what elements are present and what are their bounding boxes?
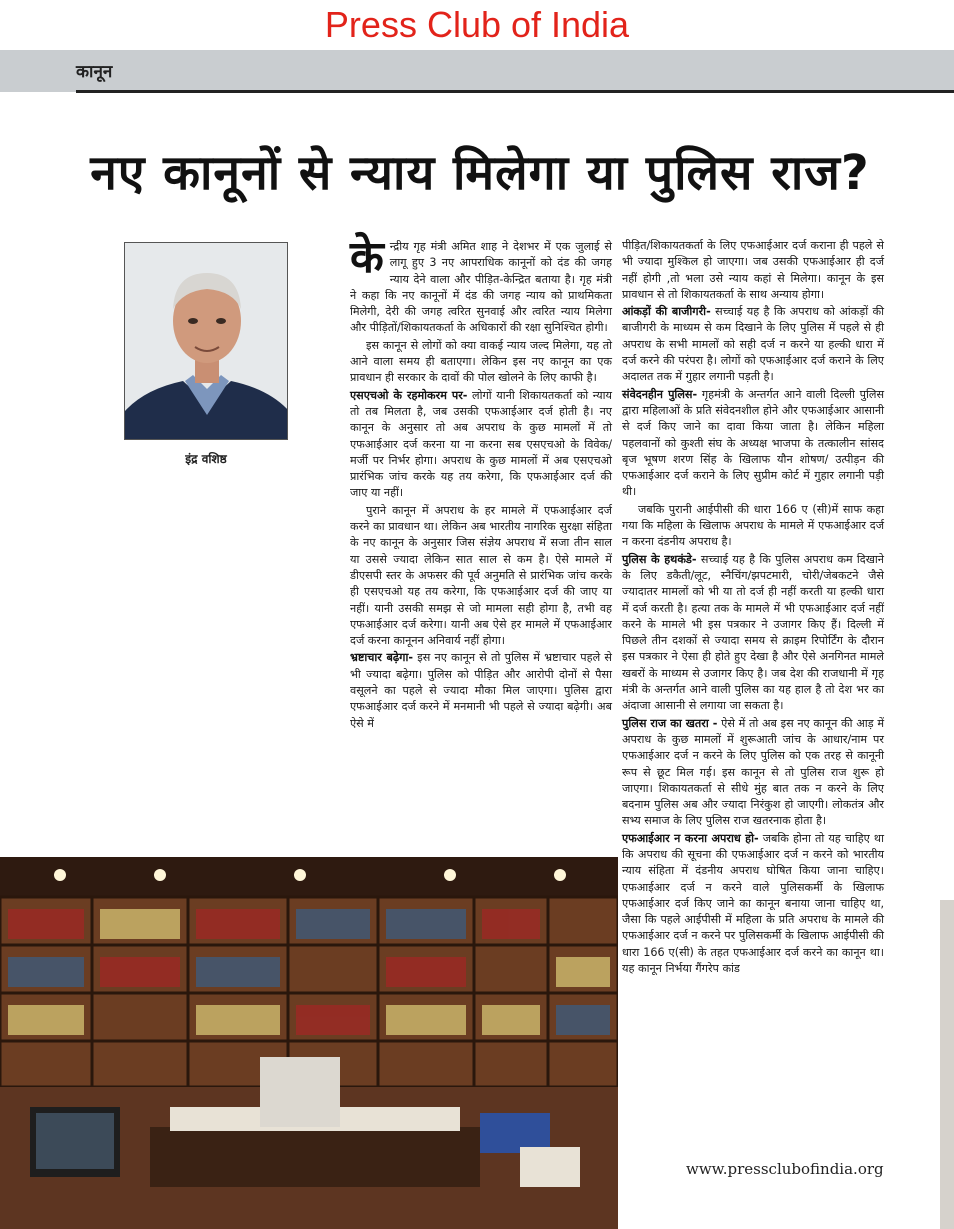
article-paragraph	[622, 304, 884, 385]
paragraph-text: पीड़ित/शिकायतकर्ता के लिए एफआईआर दर्ज कराना ही पहले से भी ज्यादा मुश्किल हो जाएगा। जब उसकी एफआईआर ही दर्ज नहीं होगी ,तो भला उसे न्याय कहां से मिलेगा। कानून के इस प्रावधान से तो शिकायतकर्ता के साथ अन्याय होगा।	[622, 239, 884, 301]
paragraph-text: गृहमंत्री के अन्तर्गत आने वाली दिल्ली पुलिस द्वारा महिलाओं के प्रति संवेदनशील होने और एफआईआर आसानी से दर्ज किए जाने का दावा किया जाता है। लेकिन महिला पहलवानों को कुश्ती संघ के अध्यक्ष भाजपा के तत्कालीन सांसद बृज भूषण शरण सिंह के खिलाफ यौन शोषण/ उत्पीड़न की एफआईआर दर्ज कराने के लिए सुप्रीम कोर्ट में गुहार लगानी पड़ी थी।	[622, 387, 885, 499]
subheading: संवेदनहीन पुलिस-	[622, 387, 698, 401]
paragraph-text: सच्चाई यह है कि अपराध को आंकड़ों की बाजीगरी के माध्यम से कम दिखाने के लिए पुलिस में पहले से ही अपराध के सभी मामलों को सही दर्ज न करने या हल्की धारा में दर्ज करने की परंपरा है। लोगों को एफआईआर दर्ज कराने के लिए अदालत तक में गुहार लगानी पड़ती है।	[622, 305, 884, 384]
subheading: पुलिस के हथकंडे-	[622, 552, 697, 566]
subheading: एफआईआर न करना अपराध हो-	[622, 831, 759, 845]
subheading: पुलिस राज का खतरा -	[622, 716, 718, 730]
article-paragraph	[622, 387, 884, 501]
paragraph-text: इस नए कानून से तो पुलिस में भ्रष्टाचार पहले से भी ज्यादा बढ़ेगा। पुलिस को पीड़ित और आरोपी दोनों से पैसा वसूलने का पहले से ज्यादा मौका मिल जाएगा। पुलिस द्वारा एफआईआर दर्ज करने में मनमानी भी पहले से ज्यादा बढ़ेगी। अब ऐसे में	[350, 651, 612, 730]
paragraph-text: सच्चाई यह है कि पुलिस अपराध कम दिखाने के लिए डकैती/लूट, स्नैचिंग/झपटमारी, चोरी/जेबकटने जैसे ज्यादातर मामलों को भी या तो दर्ज ही नहीं करती या हल्की धारा में दर्ज करती है। हत्या तक के मामले में भी एफआईआर दर्ज नहीं करने के मामले भी इस पत्रकार ने उजागर किए हैं। दिल्ली में पिछले तीन दशकों से ज्यादा समय से क्राइम रिपोर्टिंग के दौरान इस पत्रकार ने ऐसा ही होते हुए देखा है और ऐसे अनगिनत मामले खबरों के माध्यम से उजागर किए है। जब देश की राजधानी में गृह मंत्री के अन्तर्गत आने वाली पुलिस का यह हाल है तो देश भर का अंदाजा आसानी से लगाया जा सकता है।	[622, 552, 885, 713]
article-column-2	[622, 238, 884, 978]
article-paragraph	[350, 338, 612, 387]
subheading: भ्रष्टाचार बढ़ेगा-	[350, 651, 413, 665]
paragraph-text: लोगों यानी शिकायतकर्ता को न्याय तो तब मिलता है, जब उसकी एफआईआर दर्ज होती है। नए कानून के अनुसार तो अब अपराध के कुछ मामलों में तो एफआईआर दर्ज करना या ना करना सब एसएचओ के विवेक/मर्जी पर निर्भर होगा। अपराध के कुछ मामलों में अब एसएचओ प्रारंभिक जांच करके यह तय करेगा, कि एफआईआर दर्ज की जाए या नहीं।	[350, 388, 612, 500]
article-paragraph	[622, 716, 884, 830]
paragraph-text: ऐसे में तो अब इस नए कानून की आड़ में अपराध के कुछ मामलों में शुरूआती जांच के आधार/नाम पर एफआईआर दर्ज न करने के लिए पुलिस को एक तरह से कानूनी रूप से छूट मिल गई। इस कानून से तो पुलिस राज शुरू हो जाएगा। शिकायतकर्ता से सीधे मुंह बात तक न करने के लिए बदनाम पुलिस अब और ज्यादा निरंकुश हो जाएगी। लोकतंत्र और सभ्य समाज के लिए पुलिस राज खतरनाक होता है।	[622, 716, 885, 828]
office-bookshelf-photo-icon	[0, 857, 618, 1229]
paragraph-text: जबकि पुरानी आईपीसी की धारा 166 ए (सी)में साफ कहा गया कि महिला के खिलाफ अपराध के मामले में एफआईआर दर्ज न करना दंडनीय अपराध है।	[622, 502, 884, 549]
subheading: एसएचओ के रहमोकरम पर-	[350, 388, 468, 402]
paragraph-text: जबकि होना तो यह चाहिए था कि अपराध की सूचना की एफआईआर दर्ज न करने को भारतीय न्याय संहिता में दंडनीय अपराध घोषित किया जाना चाहिए। एफआईआर दर्ज न करने वाले पुलिसकर्मी के खिलाफ एफआईआर दर्ज किए जाने का कानून बनाया जाना चाहिए था, जैसा कि पहले आईपीसी में महिला के प्रति अपराध के मामले की एफआईआर दर्ज न करने पर पुलिसकर्मी के खिलाफ आईपीसी की धारा 166 ए(सी) के तहत एफआईआर दर्ज करने का कानून था। यह कानून निर्भया गैंगरेप कांड	[622, 831, 884, 976]
article-paragraph	[350, 503, 612, 650]
article-paragraph	[622, 238, 884, 303]
section-label: कानून	[76, 62, 113, 82]
article-paragraph	[350, 650, 612, 731]
article-paragraph	[350, 232, 612, 337]
footer-url: www.pressclubofindia.org	[686, 1160, 884, 1178]
article-paragraph	[622, 552, 884, 715]
dropcap: के	[350, 232, 384, 283]
author-name: इंद्र वशिष्ठ	[185, 452, 227, 466]
article-headline: नए कानूनों से न्याय मिलेगा या पुलिस राज?	[90, 145, 870, 201]
subheading: आंकड़ों की बाजीगरी-	[622, 305, 711, 319]
masthead-title: Press Club of India	[324, 4, 630, 45]
article-column-1	[350, 232, 612, 733]
paragraph-text: इस कानून से लोगों को क्या वाकई न्याय जल्द मिलेगा, यह तो आने वाला समय ही बताएगा। लेकिन इस नए कानून का एक प्रावधान ही सरकार के दावों की पोल खोलने के लिए काफी है।	[350, 338, 612, 385]
page-edge-strip	[940, 900, 954, 1229]
section-rule	[76, 90, 954, 93]
article-paragraph	[622, 502, 884, 551]
paragraph-text: पुराने कानून में अपराध के हर मामले में एफआईआर दर्ज करने का प्रावधान था। लेकिन अब भारतीय नागरिक सुरक्षा संहिता के नए कानून के अनुसार जिस संज्ञेय अपराध में सजा तीन साल या उससे ज्यादा लेकिन सात साल से कम है। ऐसे मामले में डीएसपी स्तर के अफसर की पूर्व अनुमति से प्रारंभिक जांच करके ही एसएचओ यह तय करेगा, कि एफआईआर दर्ज की जाए या नहीं। यानी उसकी समझ से जो मामला सही होगा है, तभी वह एफआईआर दर्ज करेगा। यानी अब ऐसे हर मामले में एफआईआर दर्ज करना कानूनन अनिवार्य नहीं होगा।	[350, 503, 612, 648]
article-paragraph	[622, 831, 884, 978]
author-portrait-icon	[124, 242, 288, 440]
article-paragraph	[350, 388, 612, 502]
paragraph-text: न्द्रीय गृह मंत्री अमित शाह ने देशभर में एक जुलाई से लागू हुए 3 नए आपराधिक कानूनों को दंड की जगह न्याय देने वाला और पीड़ित-केन्द्रित बताया है। गृह मंत्री ने कहा कि नए कानूनों में दंड की जगह न्याय को प्राथमिकता मिलेगी, देरी की जगह त्वरित सुनवाई और त्वरित न्याय मिलेगा और पीड़ितों/शिकायतकर्ता के अधिकारों की रक्षा सुनिश्चित होगी।	[350, 240, 612, 335]
section-bar	[0, 50, 954, 92]
